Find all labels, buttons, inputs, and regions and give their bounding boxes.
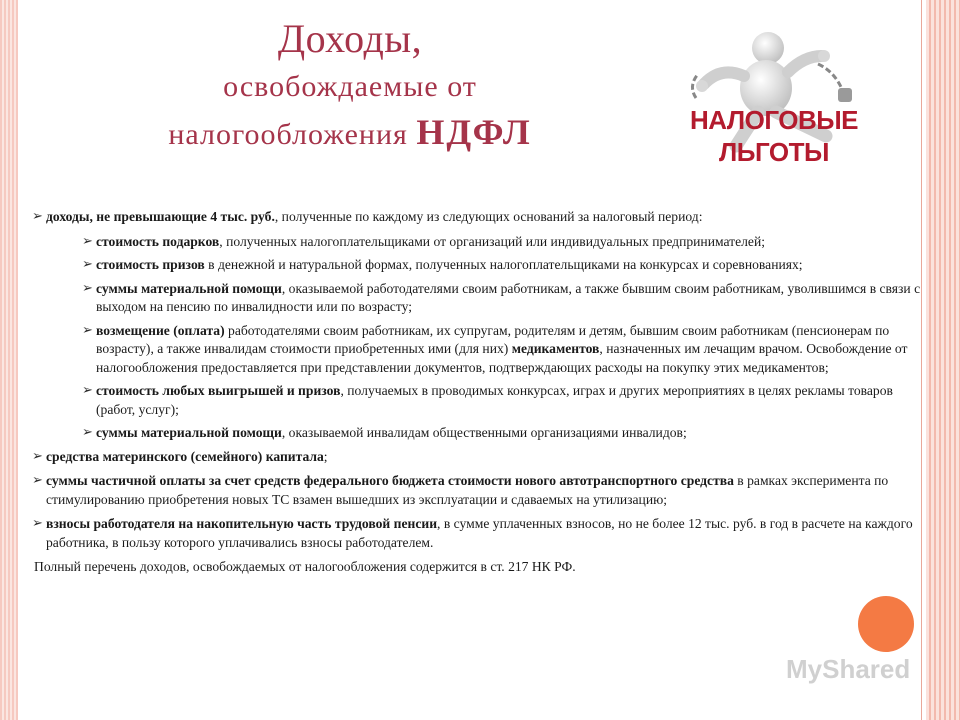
arrow-bullet-icon: ➢ <box>82 257 93 272</box>
item-bold: взносы работодателя на накопительную часть трудовой пенсии <box>46 516 438 531</box>
arrow-bullet-icon: ➢ <box>82 280 93 296</box>
item-text: , получаемых в проводимых конкурсах, играх и других мероприятиях в целях рекламы товаров (работ, услуг); <box>96 383 893 417</box>
item-bold: средства материнского (семейного) капитала <box>46 448 324 464</box>
item-text: ; <box>323 448 328 464</box>
decorative-orange-circle <box>858 596 914 652</box>
item-text: , полученных налогоплательщиками от организаций или индивидуальных предпринимателей; <box>219 233 766 249</box>
list-item-material-aid-disabled <box>84 424 924 443</box>
title-line-2: освобождаемые от <box>223 70 477 103</box>
item-bold: доходы, не превышающие 4 тыс. руб. <box>46 209 275 224</box>
title-line-3 <box>40 110 660 155</box>
arrow-bullet-icon: ➢ <box>82 383 93 398</box>
watermark: MyShared <box>786 654 911 684</box>
content-list <box>34 208 924 577</box>
item-bold: стоимость любых выигрышей и призов <box>96 383 341 398</box>
arrow-bullet-icon: ➢ <box>82 233 93 249</box>
arrow-bullet-icon: ➢ <box>32 473 43 488</box>
list-item-prizes <box>84 256 924 275</box>
item-text: в рамках эксперимента по стимулированию приобретения новых ТС взамен вышедших из эксплуатации и сдаваемых на утилизацию; <box>46 473 889 507</box>
arrow-bullet-icon: ➢ <box>32 448 43 464</box>
list-item-pension-contributions <box>34 515 924 552</box>
logo-text-line-1: НАЛОГОВЫЕ <box>689 105 859 135</box>
item-text-2: , назначенных им лечащим врачом. Освобождение от налогообложения предоставляется при представлении документов, подтверждающих расходы на покупку этих медикаментов; <box>96 341 908 375</box>
item-bold: возмещение (оплата) <box>96 322 225 338</box>
item-text: , в сумме уплаченных взносов, но не более 12 тыс. руб. в год в расчете на каждого работника, в пользу которого уплачивались взносы работодателем. <box>46 516 913 550</box>
arrow-bullet-icon: ➢ <box>82 425 93 440</box>
list-item-gifts <box>84 233 924 252</box>
logo-text-line-2: ЛЬГОТЫ <box>719 137 829 167</box>
list-item-material-aid-employers <box>84 280 924 317</box>
item-bold-medicines: медикаментов <box>511 341 600 356</box>
item-text: , оказываемой инвалидам общественными организациями инвалидов; <box>281 425 687 440</box>
title-ndfl: НДФЛ <box>416 111 532 152</box>
left-decorative-border <box>0 0 18 720</box>
list-item-maternity-capital <box>34 448 924 467</box>
item-bold: стоимость подарков <box>96 233 220 249</box>
item-text: в денежной и натуральной формах, полученных налогоплательщиками на конкурсах и соревнованиях; <box>204 257 803 272</box>
logo-caption <box>684 104 864 168</box>
title-line-3-prefix: налогообложения <box>168 117 417 151</box>
list-item-winnings <box>84 382 924 419</box>
arrow-bullet-icon: ➢ <box>32 516 43 531</box>
right-decorative-border <box>926 0 960 720</box>
item-bold: суммы частичной оплаты за счет средств федерального бюджета стоимости нового автотранспортного средства <box>46 473 734 488</box>
arrow-bullet-icon: ➢ <box>32 209 43 224</box>
item-text: , оказываемой работодателями своим работникам, а также бывшим своим работникам, уволившимся в связи с выходом на пенсию по инвалидности или по возрасту; <box>96 280 921 314</box>
list-item-medicine-reimbursement <box>84 322 924 378</box>
item-text: работодателями своим работникам, их супругам, родителям и детям, бывшим своим работникам (пенсионерам по возрасту), а также инвалидам стоимости приобретенных ими (для них) <box>96 322 890 356</box>
slide-title <box>40 14 660 155</box>
item-text: , полученные по каждому из следующих оснований за налоговый период: <box>274 209 703 224</box>
item-bold: стоимость призов <box>96 257 205 272</box>
item-bold: суммы материальной помощи <box>96 280 282 296</box>
footer-note: Полный перечень доходов, освобождаемых от налогообложения содержится в ст. 217 НК РФ. <box>34 559 576 574</box>
item-bold: суммы материальной помощи <box>96 425 282 440</box>
list-item-income-4k <box>34 208 924 227</box>
title-line-1: Доходы, <box>277 16 423 61</box>
list-item-vehicle-subsidy <box>34 472 924 509</box>
arrow-bullet-icon: ➢ <box>82 322 93 338</box>
